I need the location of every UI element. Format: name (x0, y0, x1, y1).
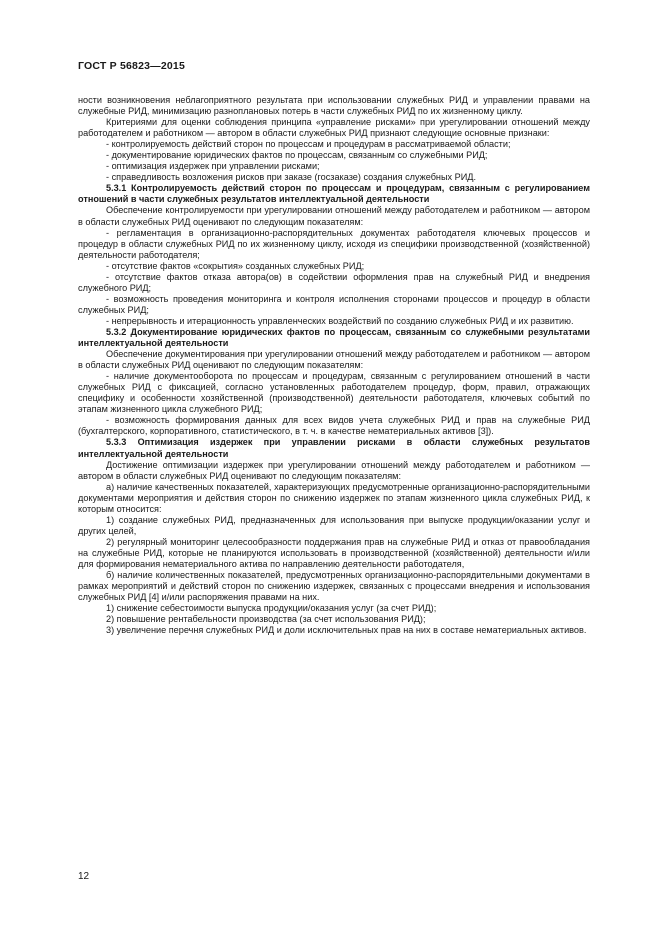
section-heading: 5.3.1 Контролируемость действий сторон по процессам и процедурам, связанным с регулированием отношений в части служебных результатов интеллектуальной деятельности (78, 183, 590, 205)
paragraph: - возможность проведения мониторинга и контроля исполнения сторонами процессов и процедур в области служебных РИД; (78, 293, 590, 315)
paragraph: Достижение оптимизации издержек при урегулировании отношений между работодателем и работником — автором в области служебных РИД оценивают по следующим показателям: (78, 459, 590, 481)
paragraph: 2) регулярный мониторинг целесообразности поддержания прав на служебные РИД и отказ от правообладания на служебные РИД, которые не планируются использовать в производственной (хозяйственной) деятельности и/или для формирования нематериального актива по направлению деятельности работодателя, (78, 536, 590, 569)
section-heading: 5.3.3 Оптимизация издержек при управлении рисками в области служебных результатов интеллектуальной деятельности (78, 437, 590, 459)
page-number: 12 (78, 871, 90, 882)
paragraph: - оптимизация издержек при управлении рисками; (106, 161, 320, 172)
paragraph: б) наличие количественных показателей, предусмотренных организационно-распорядительными документами в рамках мероприятий и действий сторон по снижению издержек, связанных с процессами внедрения и использования служебных РИД [4] и/или распоряжения правами на них. (78, 570, 590, 603)
paragraph: Обеспечение документирования при урегулировании отношений между работодателем и работником — автором в области служебных РИД оценивают по следующим показателям: (78, 349, 590, 371)
paragraph: 1) снижение себестоимости выпуска продукции/оказания услуг (за счет РИД); (106, 603, 437, 614)
paragraph: - справедливость возложения рисков при заказе (госзаказе) создания служебных РИД. (106, 172, 476, 183)
paragraph: - отсутствие фактов отказа автора(ов) в содействии оформления прав на служебный РИД и внедрения служебного РИД; (78, 271, 590, 293)
paragraph: - непрерывность и итерационность управленческих воздействий по созданию служебных РИД и их развитию. (106, 315, 574, 326)
paragraph: - отсутствие фактов «сокрытия» созданных служебных РИД; (106, 260, 365, 271)
paragraph: Критериями для оценки соблюдения принципа «управление рисками» при урегулировании отношений между работодателем и работником — автором в области служебных РИД признают следующие основные признаки: (78, 117, 590, 139)
paragraph: - наличие документооборота по процессам и процедурам, связанным с регулированием отношений в части служебных РИД с фиксацией, согласно установленных работодателем процедур, форм, правил, отражающих специфику и особенности хозяйственной (производственной) деятельности работодателя, ключевых событий по этапам жизненного цикла служебного РИД; (78, 371, 590, 415)
paragraph: - регламентация в организационно-распорядительных документах работодателя ключевых процессов и процедур в области служебных РИД по их жизненному циклу, исходя из специфики производственной (хозяйственной) деятельности работодателя; (78, 227, 590, 260)
paragraph: 3) увеличение перечня служебных РИД и доли исключительных прав на них в составе нематериальных активов. (106, 625, 587, 636)
paragraph: 2) повышение рентабельности производства (за счет использования РИД); (106, 614, 426, 625)
paragraph: - контролируемость действий сторон по процессам и процедурам в рассматриваемой области; (106, 139, 511, 150)
paragraph: 1) создание служебных РИД, предназначенных для использования при выпуске продукции/оказании услуг и других целей, (78, 514, 590, 536)
paragraph: Обеспечение контролируемости при урегулировании отношений между работодателем и работником — автором в области служебных РИД оценивают по следующим показателям: (78, 205, 590, 227)
document-body (78, 95, 590, 636)
paragraph: - документирование юридических фактов по процессам, связанным со служебными РИД; (106, 150, 488, 161)
paragraph: ности возникновения неблагоприятного результата при использовании служебных РИД и управлении правами на служебные РИД, минимизацию разноплановых потерь в части служебных РИД по их жизненному циклу. (78, 95, 590, 117)
paragraph: а) наличие качественных показателей, характеризующих предусмотренные организационно-распорядительными документами мероприятия и действия сторон по снижению издержек по этапам жизненного цикла служебных РИД, к которым относится: (78, 481, 590, 514)
section-heading: 5.3.2 Документирование юридических фактов по процессам, связанным со служебными результатами интеллектуальной деятельности (78, 326, 590, 349)
page-header: ГОСТ Р 56823—2015 (78, 60, 186, 72)
paragraph: - возможность формирования данных для всех видов учета служебных РИД и прав на служебные РИД (бухгалтерского, корпоративного, статистического, в т. ч. в качестве нематериальных активов [3]). (78, 415, 590, 437)
